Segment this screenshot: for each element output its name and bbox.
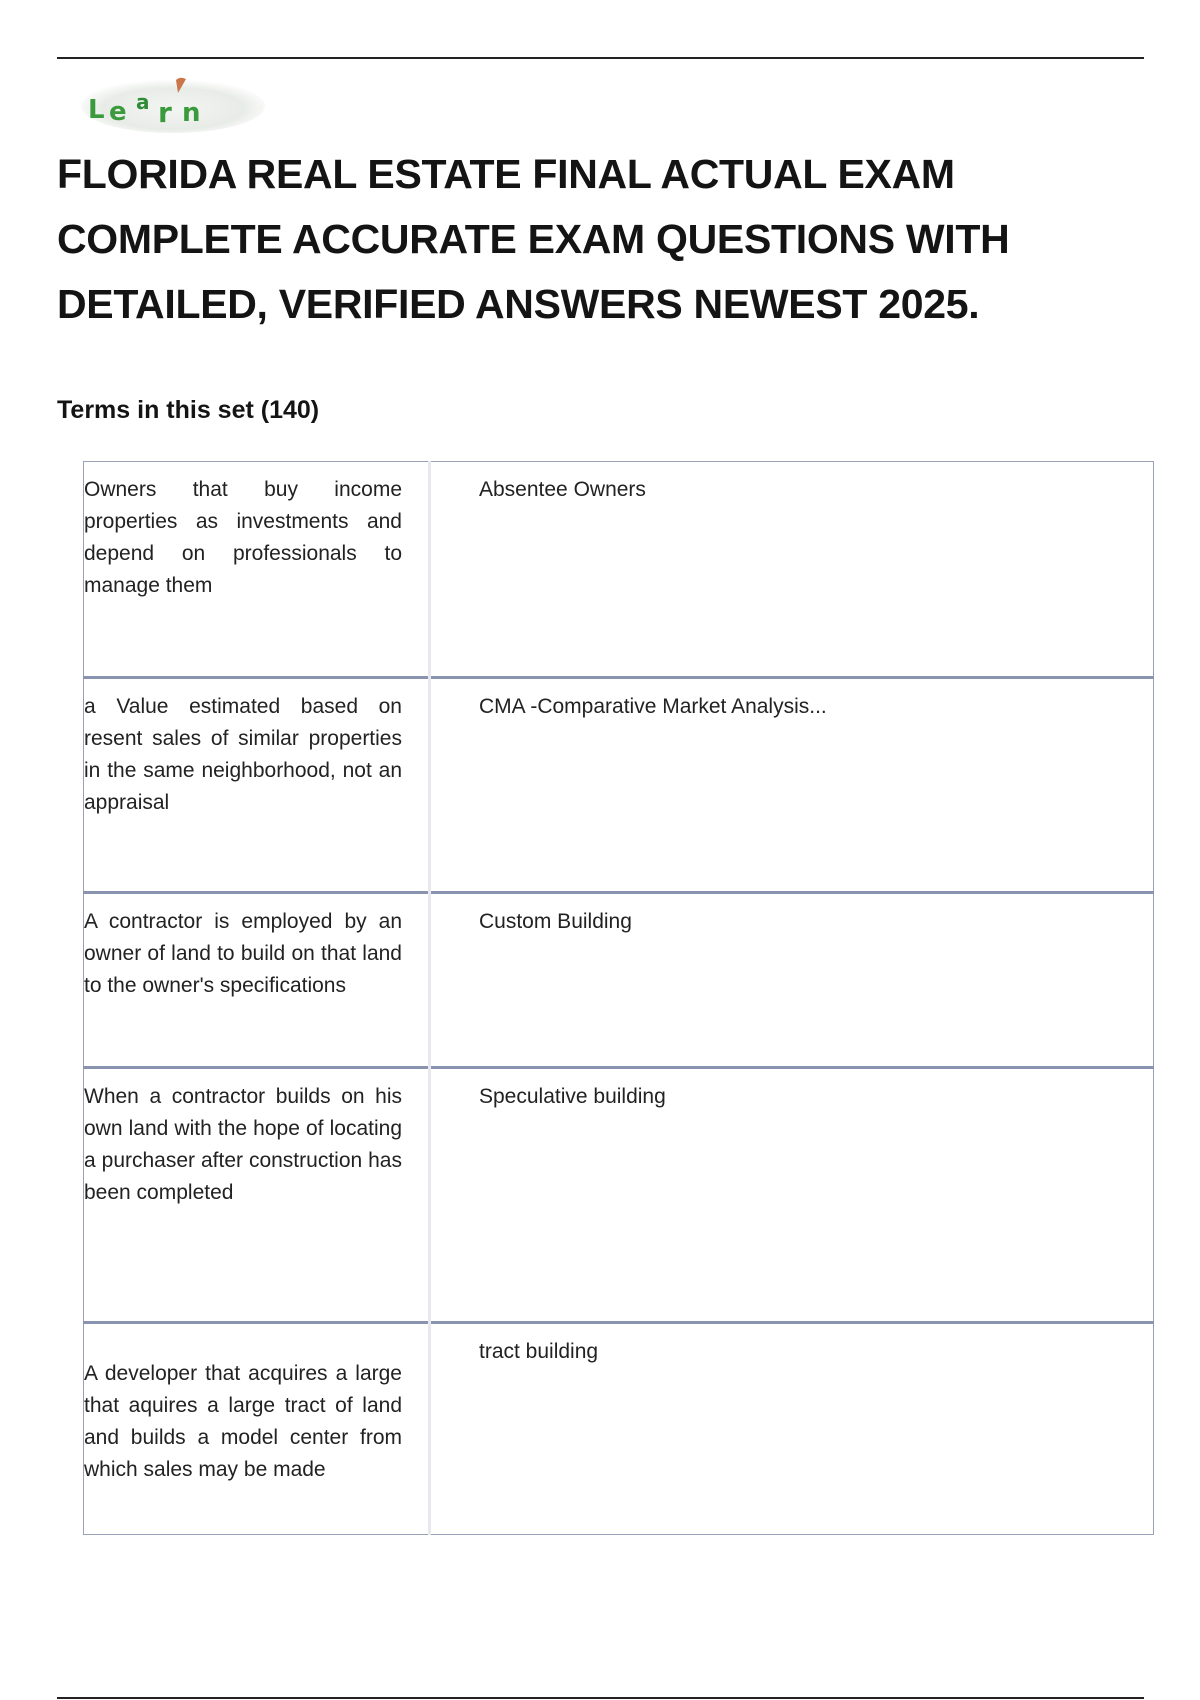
term-name: Speculative building (430, 1068, 1154, 1323)
term-name: Custom Building (430, 893, 1154, 1068)
term-definition: a Value estimated based on resent sales of similar properties in the same neighborhood, not an appraisal (84, 678, 430, 893)
svg-text:e: e (109, 97, 127, 127)
term-name: Absentee Owners (430, 462, 1154, 678)
table-row (84, 1068, 1154, 1323)
table-row (84, 893, 1154, 1068)
top-rule (57, 57, 1144, 59)
term-definition: A developer that acquires a large that aquires a large tract of land and builds a model center from which sales may be made (84, 1323, 430, 1535)
svg-text:a: a (136, 90, 150, 114)
bottom-rule (57, 1697, 1144, 1699)
svg-text:r: r (158, 96, 172, 129)
table-row (84, 462, 1154, 678)
table-row (84, 678, 1154, 893)
term-definition: A contractor is employed by an owner of land to build on that land to the owner's specifications (84, 893, 430, 1068)
document-title: FLORIDA REAL ESTATE FINAL ACTUAL EXAM COMPLETE ACCURATE EXAM QUESTIONS WITH DETAILED, VERIFIED ANSWERS NEWEST 2025. (57, 151, 1010, 327)
table-row (84, 1323, 1154, 1535)
svg-text:n: n (182, 98, 201, 128)
terms-table (83, 461, 1154, 1535)
svg-text:L: L (88, 95, 105, 125)
learn-logo-icon (78, 76, 268, 134)
term-name: tract building (430, 1323, 1154, 1535)
term-definition: When a contractor builds on his own land with the hope of locating a purchaser after construction has been completed (84, 1068, 430, 1323)
terms-count-heading: Terms in this set (140) (57, 396, 320, 424)
term-name: CMA -Comparative Market Analysis... (430, 678, 1154, 893)
term-definition: Owners that buy income properties as investments and depend on professionals to manage them (84, 462, 430, 678)
